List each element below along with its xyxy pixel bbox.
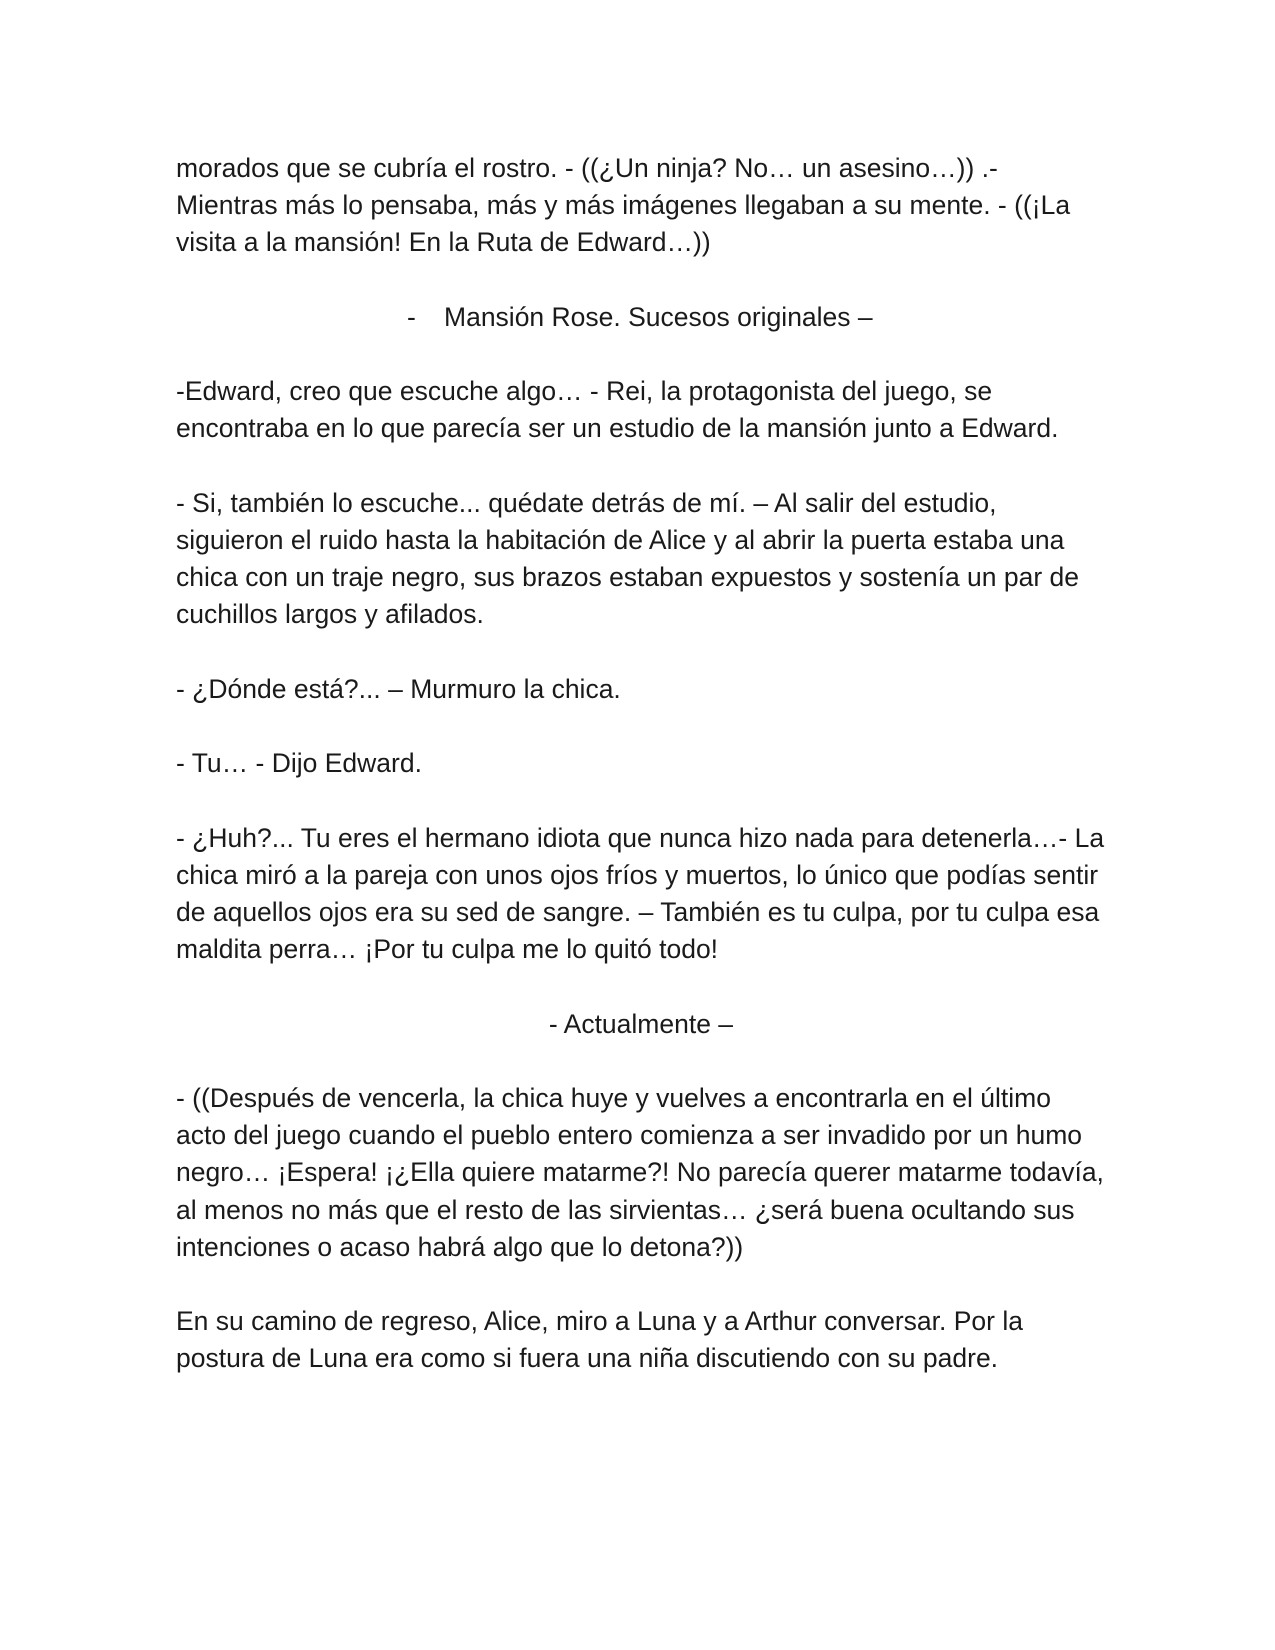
paragraph: En su camino de regreso, Alice, miro a Luna y a Arthur conversar. Por la postura de Luna era como si fuera una niña discutiendo con su padre.: [176, 1306, 1023, 1374]
paragraph: - ¿Dónde está?... – Murmuro la chica.: [176, 673, 621, 704]
paragraph: - ((Después de vencerla, la chica huye y vuelves a encontrarla en el último acto del juego cuando el pueblo entero comienza a ser invadido por un humo negro… ¡Espera! ¡¿Ella quiere matarme?! No parecía querer matarme todavía, al menos no más que el resto de las sirvientas… ¿será buena ocultando sus intenciones o acaso habrá algo que lo detona?)): [176, 1082, 1104, 1262]
paragraph: - ¿Huh?... Tu eres el hermano idiota que nunca hizo nada para detenerla…- La chica miró a la pareja con unos ojos fríos y muertos, lo único que podías sentir de aquellos ojos era su sed de sangre. – También es tu culpa, por tu culpa esa maldita perra… ¡Por tu culpa me lo quitó todo!: [176, 822, 1105, 965]
section-heading-actualmente: - Actualmente –: [548, 1008, 734, 1039]
paragraph: -Edward, creo que escuche algo… - Rei, la protagonista del juego, se encontraba en lo que parecía ser un estudio de la mansión junto a Edward.: [176, 376, 1059, 444]
section-heading-mansion-rose: [176, 299, 1106, 336]
paragraph: - Tu… - Dijo Edward.: [176, 748, 422, 779]
heading-bullet-dash: -: [407, 301, 416, 332]
paragraph: - Si, también lo escuche... quédate detrás de mí. – Al salir del estudio, siguieron el ruido hasta la habitación de Alice y al abrir la puerta estaba una chica con un traje negro, sus brazos estaban expuestos y sostenía un par de cuchillos largos y afilados.: [176, 487, 1080, 630]
paragraph: morados que se cubría el rostro. - ((¿Un ninja? No… un asesino…)) .- Mientras más lo pensaba, más y más imágenes llegaban a su mente. - ((¡La visita a la mansión! En la Ruta de Edward…)): [176, 153, 1071, 258]
section-heading-text: Mansión Rose. Sucesos originales –: [444, 301, 873, 332]
document-body: [176, 150, 1106, 1378]
